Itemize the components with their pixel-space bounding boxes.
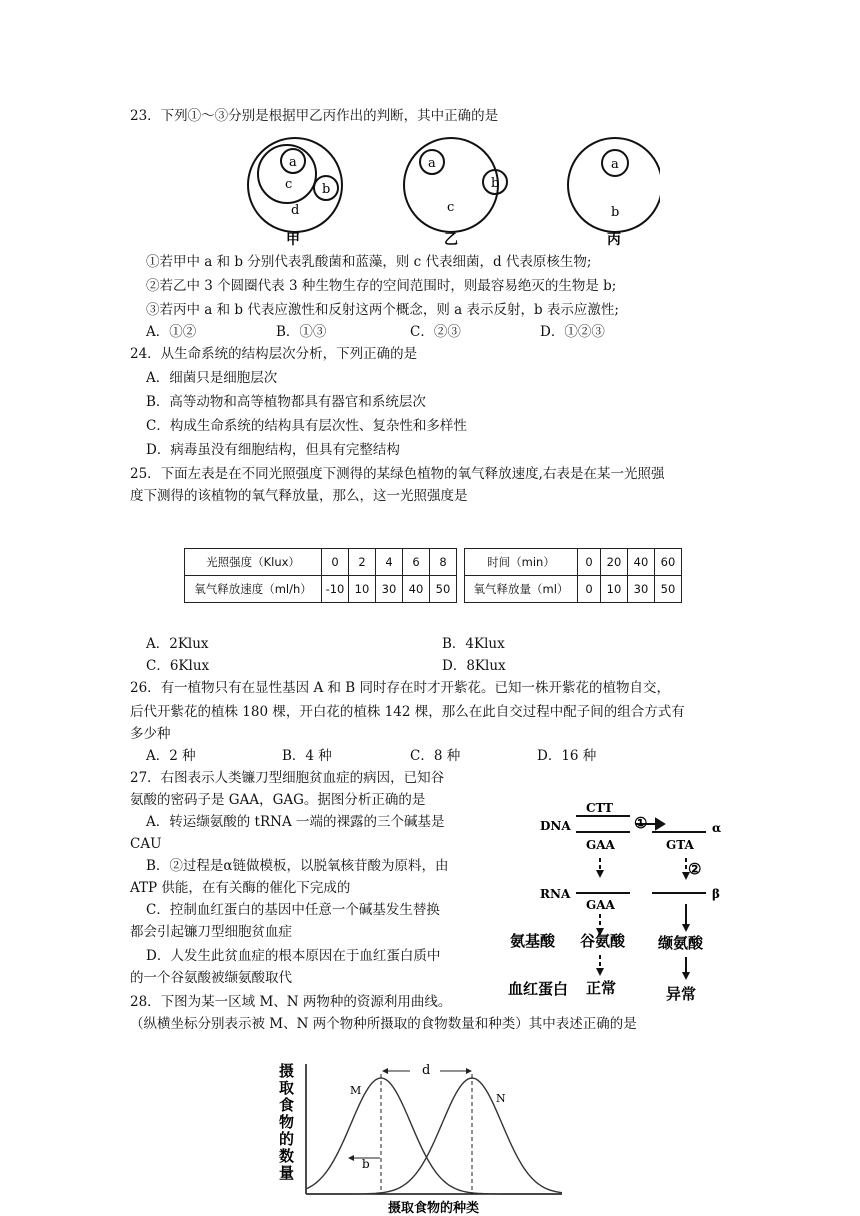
q23-option-a: A．①②: [146, 324, 197, 340]
valine-label: 缬氨酸: [658, 934, 704, 952]
table-cell: 4: [376, 549, 403, 576]
q24-option-a: A．细菌只是细胞层次: [146, 370, 278, 386]
n-label: N: [496, 1092, 506, 1105]
m-label: M: [350, 1084, 362, 1097]
q23-stem: 23．下列①～③分别是根据甲乙丙作出的判断，其中正确的是: [130, 108, 499, 124]
q26-option-b: B．4 种: [282, 748, 332, 764]
bing-caption: 丙: [607, 232, 621, 248]
q23-option-d: D．①②③: [540, 324, 605, 340]
table-cell: 8: [430, 549, 457, 576]
q27-line-1: 27．右图表示人类镰刀型细胞贫血症的病因，已知谷: [130, 770, 445, 786]
table-cell: -10: [322, 576, 349, 603]
yi-b-label: b: [491, 176, 500, 191]
light-intensity-header: 光照强度（Klux）: [185, 549, 322, 576]
q24-stem: 24．从生命系统的结构层次分析，下列正确的是: [130, 346, 418, 362]
q26-line-3: 多少种: [130, 726, 171, 742]
q26-option-d: D．16 种: [537, 748, 597, 764]
q25-stem-line-1: 25．下面左表是在不同光照强度下测得的某绿色植物的氧气释放速度,右表是在某一光照强: [130, 466, 665, 482]
q23-option-b: B．①③: [276, 324, 327, 340]
curve-n: [306, 1078, 562, 1194]
rna-label: RNA: [540, 887, 571, 901]
table-cell: 6: [403, 549, 430, 576]
normal-label: 正常: [586, 979, 617, 997]
table-cell: 50: [655, 576, 682, 603]
table-cell: 30: [628, 576, 655, 603]
x-axis-label: 摄取食物的种类: [388, 1201, 480, 1216]
light-intensity-table: [184, 548, 457, 603]
q23-venn-figure: [240, 130, 660, 250]
gta-label: GTA: [666, 838, 694, 852]
beta-label: β: [712, 887, 720, 901]
y-axis-label: [279, 1062, 294, 1182]
table-cell: 60: [655, 549, 682, 576]
q23-statement-3: ③若丙中 a 和 b 代表应激性和反射这两个概念，则 a 表示反射，b 表示应激性;: [146, 302, 619, 318]
q25-option-a: A．2Klux: [146, 636, 209, 652]
jia-caption: 甲: [286, 232, 300, 248]
yi-caption: 乙: [444, 232, 458, 248]
bing-a-label: a: [611, 157, 619, 172]
q28-line-2: （纵横坐标分别表示被 M、N 两个物种所摄取的食物数量和种类）其中表述正确的是: [130, 1016, 637, 1032]
q26-line-1: 26．有一植物只有在显性基因 A 和 B 同时存在时才开紫花。已知一株开紫花的植物自交，: [130, 680, 671, 696]
q23-option-c: C．②③: [410, 324, 461, 340]
jia-c-label: c: [285, 177, 293, 192]
y-label-char: 数: [279, 1147, 295, 1165]
q23-statement-1: ①若甲中 a 和 b 分别代表乳酸菌和蓝藻，则 c 代表细菌，d 代表原核生物;: [146, 254, 592, 270]
resource-utilization-chart: [270, 1054, 570, 1216]
q26-option-a: A．2 种: [146, 748, 196, 764]
table-cell: 10: [601, 576, 628, 603]
hemoglobin-label: 血红蛋白: [508, 980, 569, 998]
table-cell: 20: [601, 549, 628, 576]
q27-option-d-1: D．人发生此贫血症的根本原因在于血红蛋白质中: [146, 948, 441, 964]
y-label-char: 量: [279, 1164, 295, 1182]
jia-a-label: a: [289, 155, 297, 170]
q25-stem-line-2: 度下测得的该植物的氧气释放量，那么，这一光照强度是: [130, 488, 468, 504]
q27-option-d-2: 的一个谷氨酸被缬氨酸取代: [130, 970, 292, 986]
q24-option-d: D．病毒虽没有细胞结构，但具有完整结构: [146, 442, 400, 458]
q27-option-a-2: CAU: [130, 836, 162, 852]
q27-option-c-2: 都会引起镰刀型细胞贫血症: [130, 924, 292, 940]
gaa-codon-label: GAA: [586, 898, 615, 912]
dna-label: DNA: [540, 819, 571, 833]
q27-line-2: 氨酸的密码子是 GAA，GAG。据图分析正确的是: [130, 792, 426, 808]
oxygen-rate-header: 氧气释放速度（ml/h）: [185, 576, 322, 603]
step-1-marker: ①: [634, 814, 648, 832]
jia-b-label: b: [322, 182, 331, 197]
q24-option-c: C．构成生命系统的结构具有层次性、复杂性和多样性: [146, 418, 467, 434]
q24-option-b: B．高等动物和高等植物都具有器官和系统层次: [146, 394, 426, 410]
gaa-template-label: GAA: [586, 838, 615, 852]
alpha-label: α: [712, 821, 722, 835]
table-cell: 50: [430, 576, 457, 603]
y-label-char: 取: [279, 1079, 295, 1097]
table-cell: 40: [403, 576, 430, 603]
q28-line-1: 28．下图为某一区域 M、N 两物种的资源利用曲线。: [130, 994, 452, 1010]
sickle-cell-diagram: [500, 792, 750, 1007]
amino-acid-label: 氨基酸: [510, 932, 556, 950]
abnormal-label: 异常: [666, 985, 697, 1003]
table-cell: 0: [322, 549, 349, 576]
q25-option-b: B．4Klux: [442, 636, 505, 652]
yi-c-label: c: [447, 200, 455, 215]
q25-option-c: C．6Klux: [146, 658, 210, 674]
oxygen-release-table: [464, 548, 682, 603]
y-label-char: 食: [279, 1096, 295, 1114]
q27-option-b-1: B．②过程是α链做模板，以脱氧核苷酸为原料，由: [146, 858, 449, 874]
y-label-char: 物: [279, 1113, 295, 1131]
oxygen-amount-header: 氧气释放量（ml）: [465, 576, 578, 603]
jia-d-label: d: [291, 203, 300, 218]
q23-statement-2: ②若乙中 3 个圆圈代表 3 种生物生存的空间范围时，则最容易绝灭的生物是 b;: [146, 278, 617, 294]
b-label: b: [362, 1157, 370, 1171]
y-label-char: 的: [279, 1130, 295, 1148]
glutamate-label: 谷氨酸: [580, 932, 626, 950]
d-label: d: [422, 1063, 431, 1078]
q26-line-2: 后代开紫花的植株 180 棵，开白花的植株 142 棵，那么在此自交过程中配子间的组合方式有: [130, 704, 685, 720]
table-cell: 0: [578, 576, 601, 603]
y-label-char: 摄: [279, 1062, 295, 1080]
q25-option-d: D．8Klux: [442, 658, 506, 674]
table-cell: 10: [349, 576, 376, 603]
q27-option-a-1: A．转运缬氨酸的 tRNA 一端的裸露的三个碱基是: [146, 814, 445, 830]
time-header: 时间（min）: [465, 549, 578, 576]
curve-m: [306, 1078, 562, 1194]
q26-option-c: C．8 种: [410, 748, 461, 764]
table-cell: 30: [376, 576, 403, 603]
ctt-label: CTT: [586, 801, 613, 815]
step-2-marker: ②: [688, 860, 702, 878]
table-cell: 40: [628, 549, 655, 576]
yi-a-label: a: [428, 156, 436, 171]
q27-option-b-2: ATP 供能，在有关酶的催化下完成的: [130, 880, 351, 896]
table-cell: 0: [578, 549, 601, 576]
q27-option-c-1: C．控制血红蛋白的基因中任意一个碱基发生替换: [146, 902, 440, 918]
bing-b-label: b: [611, 205, 620, 220]
table-cell: 2: [349, 549, 376, 576]
